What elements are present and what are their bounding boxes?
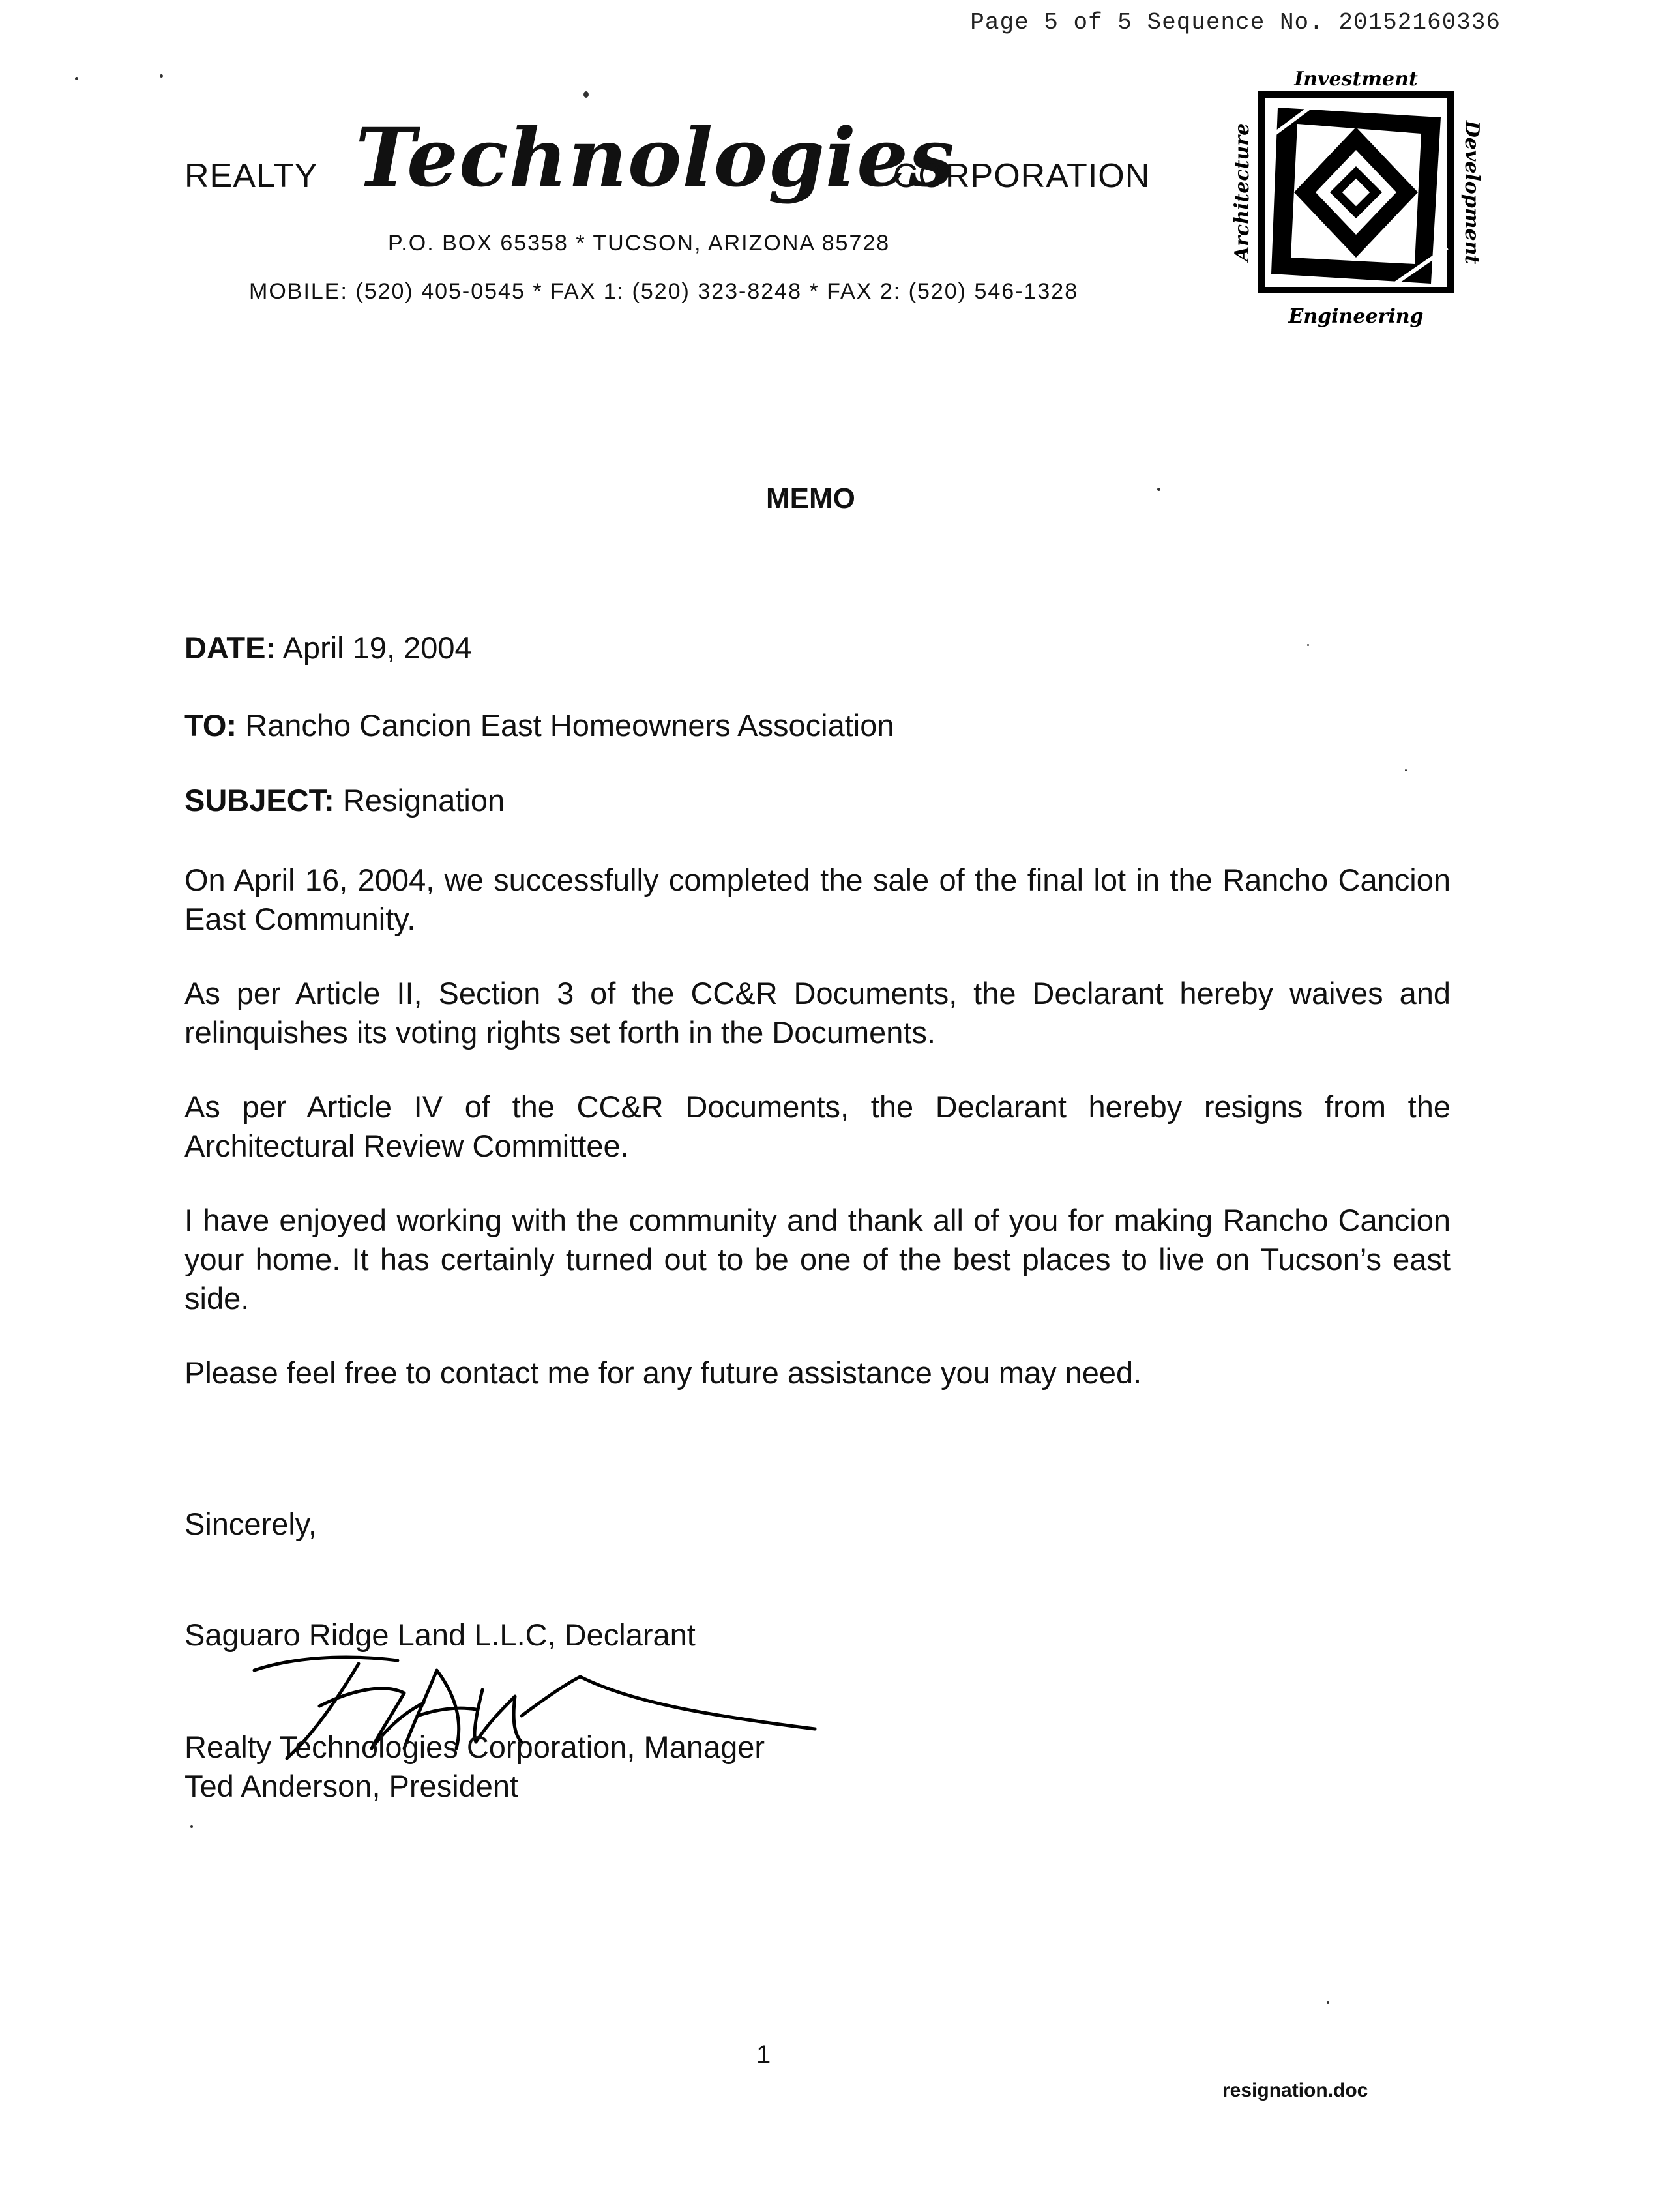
subject-value: Resignation (342, 783, 505, 818)
page-number: 1 (756, 2041, 771, 2069)
scan-speck (1405, 769, 1407, 771)
logo-word-bottom: Engineering (1288, 305, 1424, 328)
scan-speck (190, 1825, 193, 1828)
date-value: April 19, 2004 (282, 630, 472, 665)
logo-word-top: Investment (1294, 68, 1418, 91)
logo-squares (1261, 95, 1451, 290)
letterhead-phones: MOBILE: (520) 405-0545 * FAX 1: (520) 323-8248 * FAX 2: (520) 546-1328 (249, 279, 1079, 304)
brand-realty: REALTY (184, 157, 318, 195)
paragraph-voting-rights: As per Article II, Section 3 of the CC&R Documents, the Declarant hereby waives and relinquishes its voting rights set forth in the Documents. (184, 976, 1451, 1050)
brand-corporation: CORPORATION (893, 157, 1151, 195)
date-line (184, 630, 472, 666)
subject-line (184, 782, 505, 818)
signatory-person: Ted Anderson, President (184, 1769, 519, 1803)
fax-header: Page 5 of 5 Sequence No. 20152160336 (970, 9, 1501, 36)
to-value: Rancho Cancion East Homeowners Association (245, 708, 894, 743)
scan-speck (160, 74, 163, 78)
subject-label: SUBJECT: (184, 783, 334, 818)
letterhead-address: P.O. BOX 65358 * TUCSON, ARIZONA 85728 (388, 231, 891, 256)
brand-technologies: Technologies (355, 111, 955, 205)
logo-word-left: Architecture (1231, 123, 1254, 262)
closing: Sincerely, (184, 1507, 317, 1541)
to-label: TO: (184, 708, 237, 743)
scan-speck (1327, 2001, 1329, 2004)
to-line (184, 707, 894, 743)
company-logo (1226, 62, 1486, 336)
paragraph-committee: As per Article IV of the CC&R Documents, the Declarant hereby resigns from the Architectural Review Committee. (184, 1089, 1451, 1163)
paragraph-thanks: I have enjoyed working with the community and thank all of you for making Rancho Cancion your home. It has certainly turned out to be one of the best places to live on Tucson’s east side. (184, 1203, 1451, 1316)
footer-filename: resignation.doc (1222, 2080, 1368, 2101)
paragraph-sale: On April 16, 2004, we successfully completed the sale of the final lot in the Rancho Cancion East Community. (184, 863, 1451, 936)
scan-speck (75, 77, 78, 80)
signatory-manager: Realty Technologies Corporation, Manager (184, 1730, 765, 1764)
scan-speck (1157, 488, 1160, 491)
signatory-entity: Saguaro Ridge Land L.L.C, Declarant (184, 1617, 696, 1652)
scan-speck (1307, 644, 1309, 646)
date-label: DATE: (184, 630, 276, 665)
logo-word-right: Development (1460, 120, 1483, 265)
paragraph-contact: Please feel free to contact me for any future assistance you may need. (184, 1355, 1142, 1390)
memo-title: MEMO (766, 482, 855, 514)
scan-speck (583, 91, 589, 98)
